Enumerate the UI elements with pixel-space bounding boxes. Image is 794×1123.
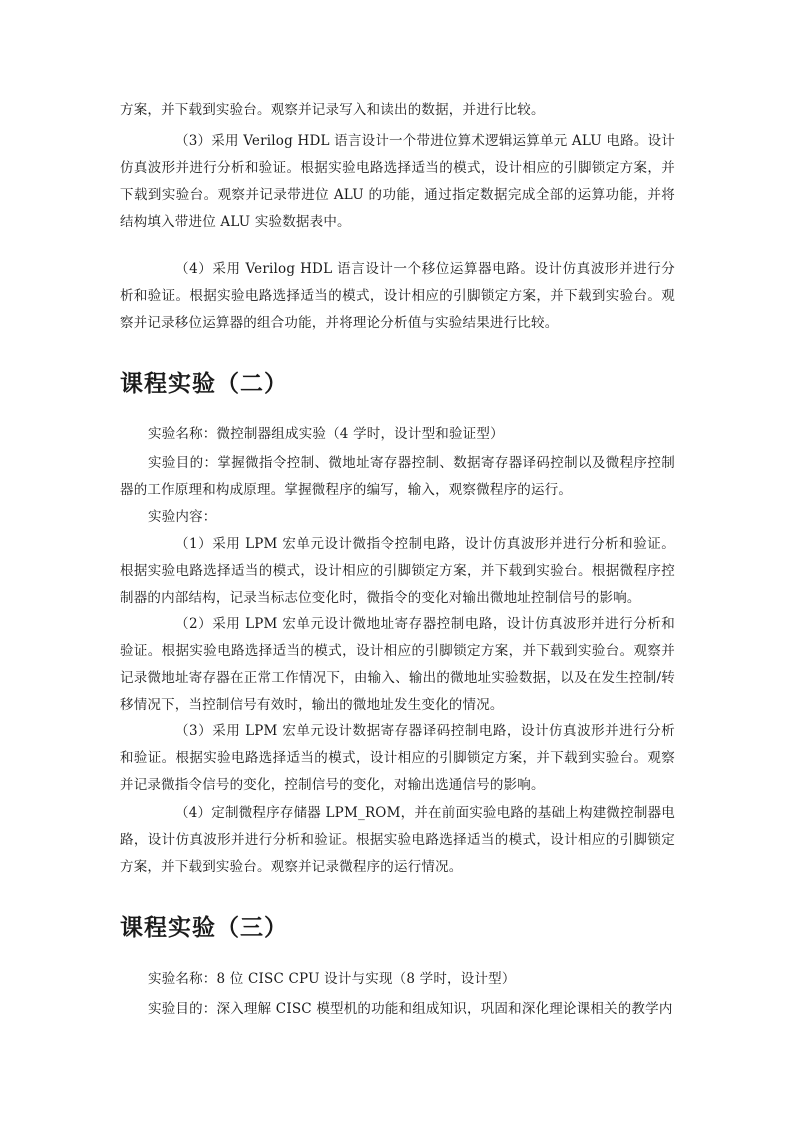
exp2-item-1: （1）采用 LPM 宏单元设计微指令控制电路，设计仿真波形并进行分析和验证。根据实验电路选择适当的模式，设计相应的引脚锁定方案，并下载到实验台。根据微程序控制器的内部结构，记录当标志位变化时，微指令的变化对输出微地址控制信号的影响。 xyxy=(120,536,675,606)
intro-item-4: （4）采用 Verilog HDL 语言设计一个移位运算器电路。设计仿真波形并进行分析和验证。根据实验电路选择适当的模式，设计相应的引脚锁定方案，并下载到实验台。观察并记录移位运算器的组合功能，并将理论分析值与实验结果进行比较。 xyxy=(120,261,675,331)
section-heading-exp3: 课程实验（三） xyxy=(120,915,288,941)
exp2-item-3: （3）采用 LPM 宏单元设计数据寄存器译码控制电路，设计仿真波形并进行分析和验证。根据实验电路选择适当的模式，设计相应的引脚锁定方案，并下载到实验台。观察并记录微指令信号的变化，控制信号的变化，对输出选通信号的影响。 xyxy=(120,723,675,793)
exp2-item-2: （2）采用 LPM 宏单元设计微地址寄存器控制电路，设计仿真波形并进行分析和验证。根据实验电路选择适当的模式，设计相应的引脚锁定方案，并下载到实验台。观察并记录微地址寄存器在正常工作情况下，由输入、输出的微地址实验数据，以及在发生控制/转移情况下，当控制信号有效时，输出的微地址发生变化的情况。 xyxy=(120,616,675,713)
exp3-name: 实验名称：8 位 CISC CPU 设计与实现（8 学时，设计型） xyxy=(148,971,516,987)
exp2-purpose: 实验目的：掌握微指令控制、微地址寄存器控制、数据寄存器译码控制以及微程序控制器的工作原理和构成原理。掌握微程序的编写，输入，观察微程序的运行。 xyxy=(120,455,675,498)
document-page xyxy=(120,0,675,1123)
exp3-purpose: 实验目的：深入理解 CISC 模型机的功能和组成知识，巩固和深化理论课相关的教学内 xyxy=(148,1001,673,1017)
intro-item-3: （3）采用 Verilog HDL 语言设计一个带进位算术逻辑运算单元 ALU 电路。设计仿真波形并进行分析和验证。根据实验电路选择适当的模式，设计相应的引脚锁定方案，并下载到实验台。观察并记录带进位 ALU 的功能，通过指定数据完成全部的运算功能，并将结构填入带进位 ALU 实验数据表中。 xyxy=(120,133,675,230)
section-heading-exp2: 课程实验（二） xyxy=(120,371,288,397)
exp2-content-label: 实验内容： xyxy=(148,509,217,525)
intro-continuation: 方案，并下载到实验台。观察并记录写入和读出的数据，并进行比较。 xyxy=(120,102,545,118)
exp2-item-4: （4）定制微程序存储器 LPM_ROM，并在前面实验电路的基础上构建微控制器电路，设计仿真波形并进行分析和验证。根据实验电路选择适当的模式，设计相应的引脚锁定方案，并下载到实验台。观察并记录微程序的运行情况。 xyxy=(120,805,675,875)
exp2-name: 实验名称：微控制器组成实验（4 学时，设计型和验证型） xyxy=(148,426,504,442)
